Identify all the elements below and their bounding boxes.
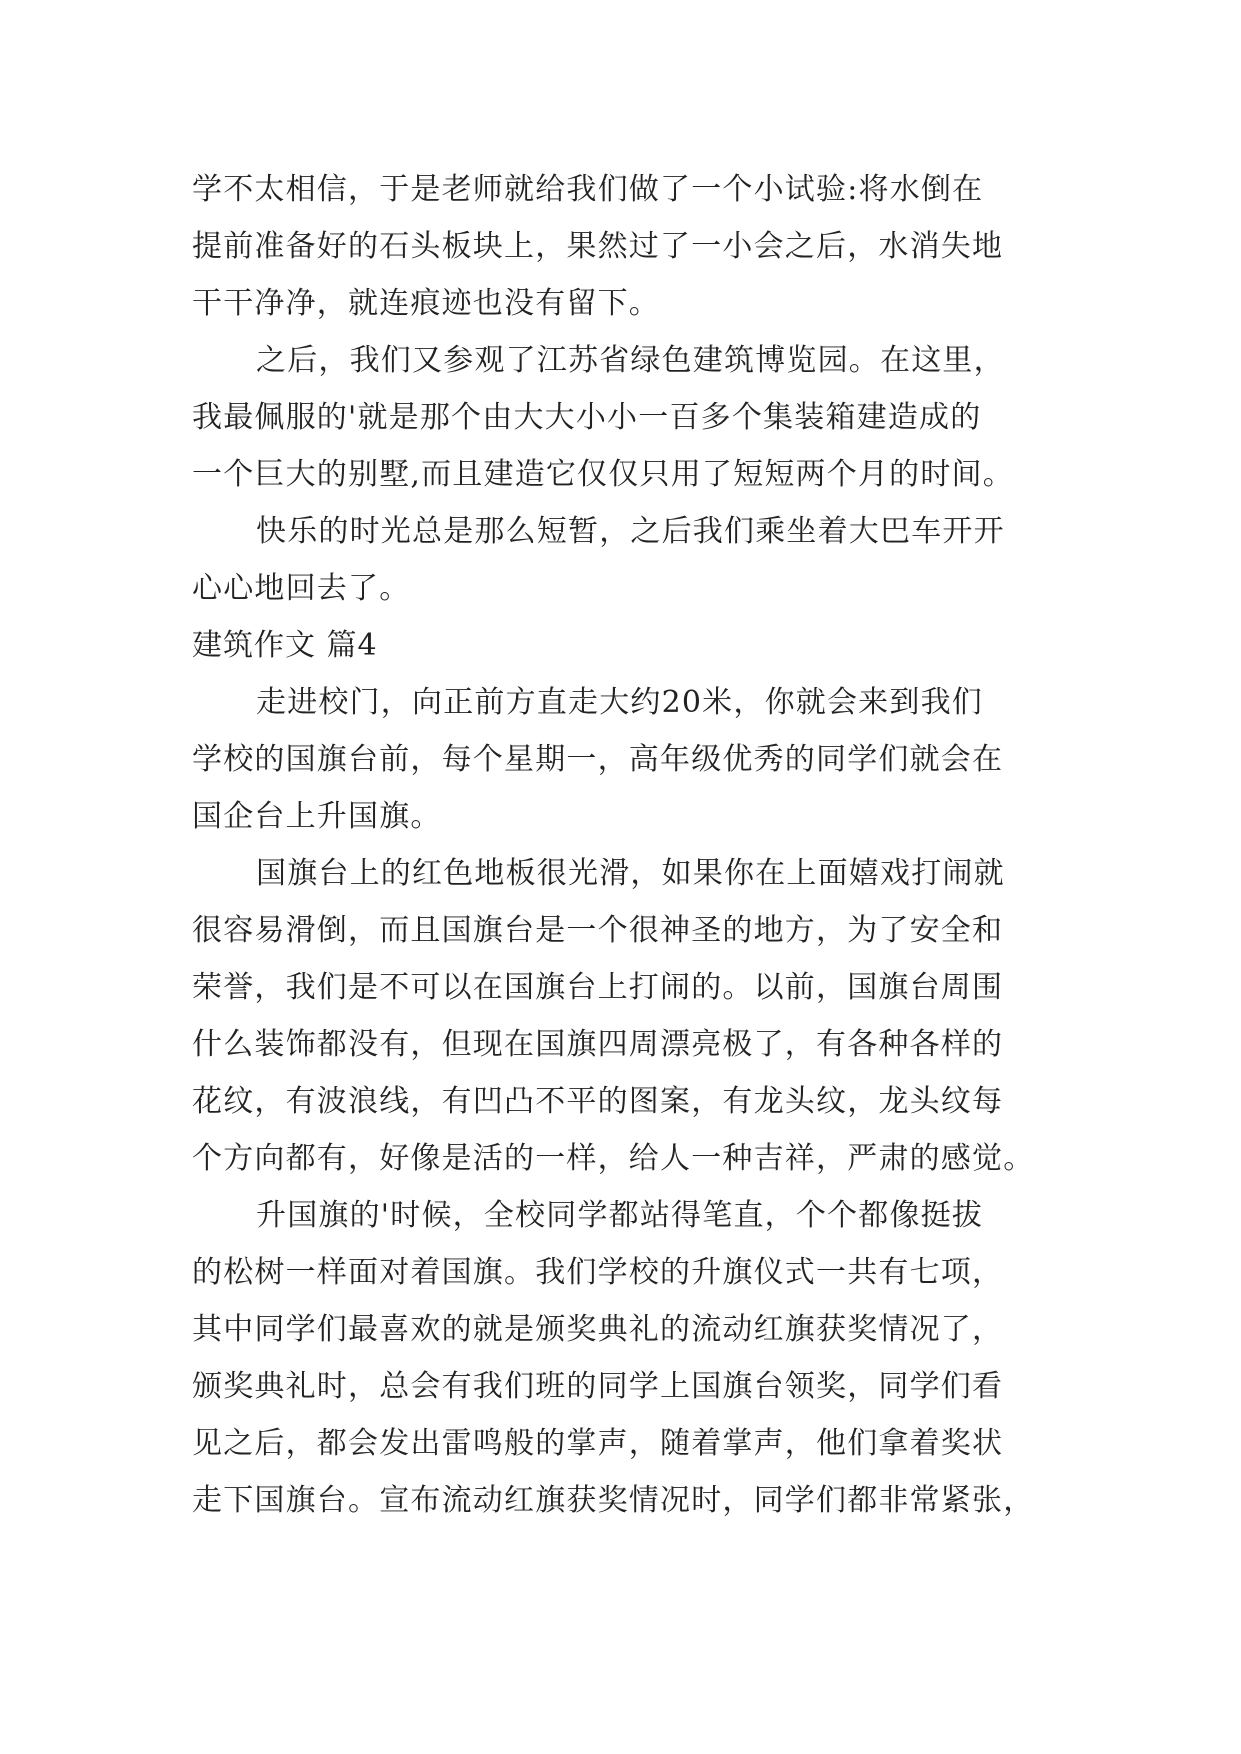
text-line: 见之后，都会发出雷鸣般的掌声，随着掌声，他们拿着奖状 (192, 1426, 1004, 1461)
section-heading: 建筑作文 篇4 (192, 628, 378, 663)
text-line: 个方向都有，好像是活的一样，给人一种吉祥，严肃的感觉。 (192, 1141, 1035, 1176)
text-line: 学不太相信，于是老师就给我们做了一个小试验:将水倒在 (192, 172, 984, 207)
text-line: 国企台上升国旗。 (192, 799, 442, 834)
text-line: 学校的国旗台前，每个星期一，高年级优秀的同学们就会在 (192, 742, 1004, 777)
paragraph-start-line: 之后，我们又参观了江苏省绿色建筑博览园。在这里， (256, 343, 1005, 378)
text-line: 心心地回去了。 (192, 571, 411, 606)
text-line: 很容易滑倒，而且国旗台是一个很神圣的地方，为了安全和 (192, 913, 1004, 948)
text-line: 一个巨大的别墅,而且建造它仅仅只用了短短两个月的时间。 (192, 457, 1014, 492)
text-line: 什么装饰都没有，但现在国旗四周漂亮极了，有各种各样的 (192, 1027, 1004, 1062)
text-line: 走下国旗台。宣布流动红旗获奖情况时，同学们都非常紧张， (192, 1483, 1035, 1518)
text-line: 提前准备好的石头板块上，果然过了一小会之后，水消失地 (192, 229, 1004, 264)
paragraph-start-line: 走进校门，向正前方直走大约20米，你就会来到我们 (256, 685, 983, 720)
text-line: 荣誉，我们是不可以在国旗台上打闹的。以前，国旗台周围 (192, 970, 1004, 1005)
text-line: 我最佩服的'就是那个由大大小小一百多个集装箱建造成的 (192, 400, 982, 435)
paragraph-start-line: 升国旗的'时候，全校同学都站得笔直，个个都像挺拔 (256, 1198, 984, 1233)
text-line: 颁奖典礼时，总会有我们班的同学上国旗台领奖，同学们看 (192, 1369, 1004, 1404)
paragraph-start-line: 国旗台上的红色地板很光滑，如果你在上面嬉戏打闹就 (256, 856, 1005, 891)
text-line: 其中同学们最喜欢的就是颁奖典礼的流动红旗获奖情况了， (192, 1312, 1004, 1347)
paragraph-start-line: 快乐的时光总是那么短暂，之后我们乘坐着大巴车开开 (256, 514, 1005, 549)
text-line: 的松树一样面对着国旗。我们学校的升旗仪式一共有七项， (192, 1255, 1004, 1290)
text-line: 花纹，有波浪线，有凹凸不平的图案，有龙头纹，龙头纹每 (192, 1084, 1004, 1119)
text-line: 干干净净，就连痕迹也没有留下。 (192, 286, 660, 321)
